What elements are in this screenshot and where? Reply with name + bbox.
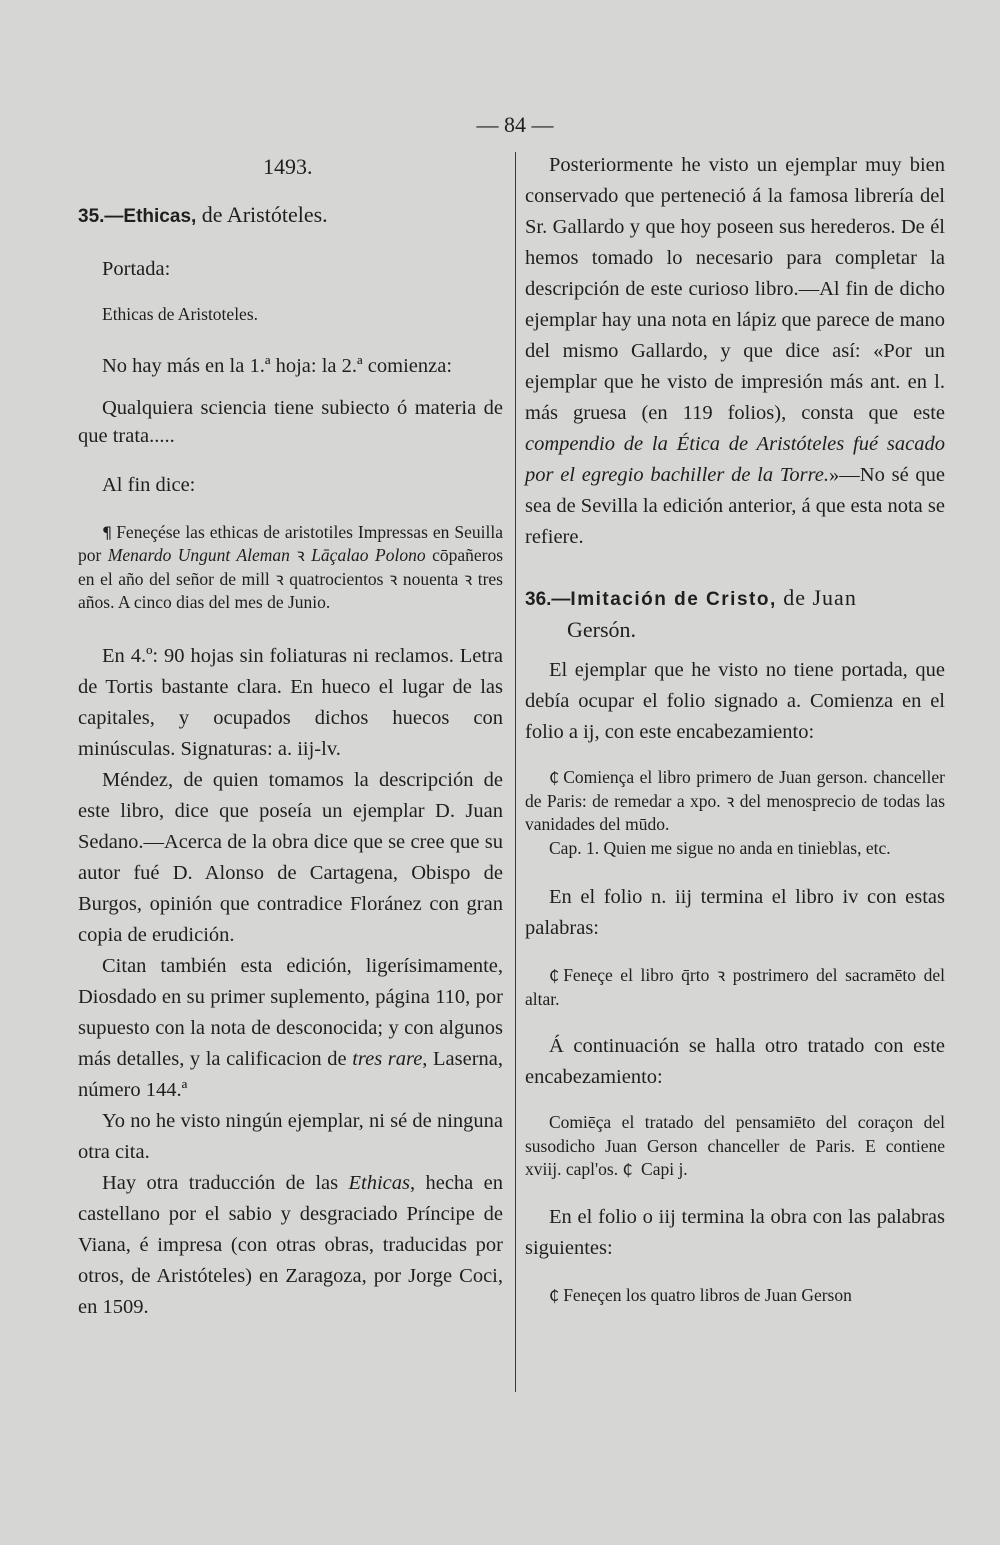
entry-title-rest: de Juan (776, 585, 857, 610)
paragraph-italic: Ethicas (348, 1171, 410, 1194)
entry-title-rest: de Aristóteles. (196, 202, 328, 227)
entry-title-bold: Imitación de Cristo, (570, 589, 777, 610)
page-number: — 84 — (476, 112, 554, 137)
quote-text: ꝛ (289, 545, 312, 565)
quote-comieca (525, 1111, 945, 1182)
entry-number: 35.— (78, 206, 124, 227)
entry-35-title (78, 200, 503, 232)
paragraph-text: Hay otra traducción de las (102, 1171, 349, 1194)
entry-number: 36.— (525, 589, 571, 610)
paragraph-mark: ₵ (549, 768, 560, 787)
paragraph-yo: Yo no he visto ningún ejemplar, ni sé de ninguna otra cita. (78, 1109, 503, 1163)
paragraph-no-hay: No hay más en la 1.ª hoja: la 2.ª comienza: (102, 354, 453, 377)
column-divider (515, 152, 516, 1392)
paragraph-continuacion: Á continuación se halla otro tratado con este encabezamiento: (525, 1035, 945, 1088)
paragraph-al-fin: Al fin dice: (102, 473, 196, 496)
paragraph-ejemplar: El ejemplar que he visto no tiene portada, que debía ocupar el folio signado a. Comienza en el folio a ij, con este encabezamiento: (525, 659, 945, 743)
paragraph-text: , Laserna, número 144.ª (78, 1047, 503, 1101)
paragraph-mendez: Méndez, de quien tomamos la descripción de este libro, dice que poseía un ejemplar D. Juan Sedano.—Acerca de la obra dice que se cree que su autor fué D. Alonso de Cartagena, Obispo de Burgos, opinión que contradice Floránez con gran copia de erudición. (78, 768, 503, 946)
left-column (78, 150, 503, 1323)
quote-fenece (525, 964, 945, 1011)
paragraph-text: »—No sé que sea de Sevilla la edición anterior, á que esta nota se refiere. (525, 464, 945, 548)
paragraph-en-4: En 4.º: 90 hojas sin foliaturas ni reclamos. Letra de Tortis bastante clara. En hueco el lugar de las capitales, y ocupados dichos huecos con minúsculas. Signaturas: a. iij-lv. (78, 644, 503, 760)
portada-label: Portada: (102, 258, 171, 280)
quote-text: Feneçése las ethicas de aristotiles Impressas en Seuilla por (78, 521, 503, 565)
year-heading: 1493. (263, 154, 313, 179)
quote-fenecen (525, 1284, 945, 1308)
paragraph-folio-n: En el folio n. iij termina el libro iv con estas palabras: (525, 886, 945, 939)
portada-text: Ethicas de Aristoteles. (102, 304, 259, 324)
entry-title-bold: Ethicas, (123, 206, 197, 227)
quote-text: cōpañeros en el año del señor de mill ꝛ quatrocientos ꝛ nouenta ꝛ tres años. A cinco dias del mes de Junio. (78, 545, 504, 612)
entry-36-title (525, 583, 945, 645)
paragraph-hay (78, 1168, 503, 1323)
pilcrow-mark: ¶ (102, 522, 113, 542)
paragraph-mark: ₵ (549, 1285, 560, 1305)
quote-text: Feneçe el libro q̄rto ꝛ postrimero del sacramēto del altar. (525, 965, 945, 1009)
paragraph-folio-o: En el folio o iij termina la obra con las palabras siguientes: (525, 1205, 945, 1259)
quote-text: Capi j. (636, 1159, 688, 1179)
paragraph-text: , hecha en castellano por el sabio y desgraciado Príncipe de Viana, é impresa (con otras obras, traducidas por otros, de Aristóteles) en Zaragoza, por Jorge Coci, en 1509. (78, 1171, 503, 1318)
quote-text: Comiença el libro primero de Juan gerson. chanceller de Paris: de remedar a xpo. ꝛ del menosprecio de todas las vanidades del mūdo. (525, 767, 945, 834)
entry-title-continuation: Gersón. (567, 617, 637, 642)
quote-feneçese (78, 521, 503, 615)
paragraph-text: Posteriormente he visto un ejemplar muy bien conservado que perteneció á la famosa librería del Sr. Gallardo y que hoy poseen sus herederos. De él hemos tomado lo necesario para completar la descripción de este curioso libro.—Al fin de dicho ejemplar hay una nota en lápiz que parece de mano del mismo Gallardo, y que dice así: «Por un ejemplar que he visto de impresión más ant. en l. más gruesa (en 119 folios), consta que este (525, 154, 945, 424)
quote-cap: Cap. 1. Quien me sigue no anda en tinieblas, etc. (549, 837, 891, 858)
quote-text: Comiēça el tratado del pensamiēto del coraçon del susodicho Juan Gerson chanceller de Paris. E contiene xviij. capl'os. (525, 1112, 945, 1179)
paragraph-citan (78, 951, 503, 1106)
quote-qualquiera: Qualquiera sciencia tiene subiecto ó materia de que trata..... (78, 396, 503, 447)
quote-italic: Lāçalao Polono (311, 545, 426, 565)
quote-text: Feneçen los quatro libros de Juan Gerson (563, 1284, 852, 1305)
paragraph-mark: ₵ (549, 966, 560, 985)
paragraph-posteriormente (525, 150, 945, 553)
paragraph-text: Citan también esta edición, ligerísimamente, Diosdado en su primer suplemento, página 110, por supuesto con la nota de desconocida; y con algunos más detalles, y la calificacion de (78, 954, 503, 1070)
paragraph-italic: compendio de la Ética de Aristóteles fué sacado por el egregio bachiller de la Torre. (525, 433, 945, 486)
paragraph-mark: ₵ (622, 1160, 633, 1179)
quote-comienca (525, 766, 945, 837)
paragraph-italic: tres rare (352, 1047, 423, 1070)
right-column (525, 150, 945, 1307)
quote-italic: Menardo Ungunt Aleman (107, 545, 290, 565)
